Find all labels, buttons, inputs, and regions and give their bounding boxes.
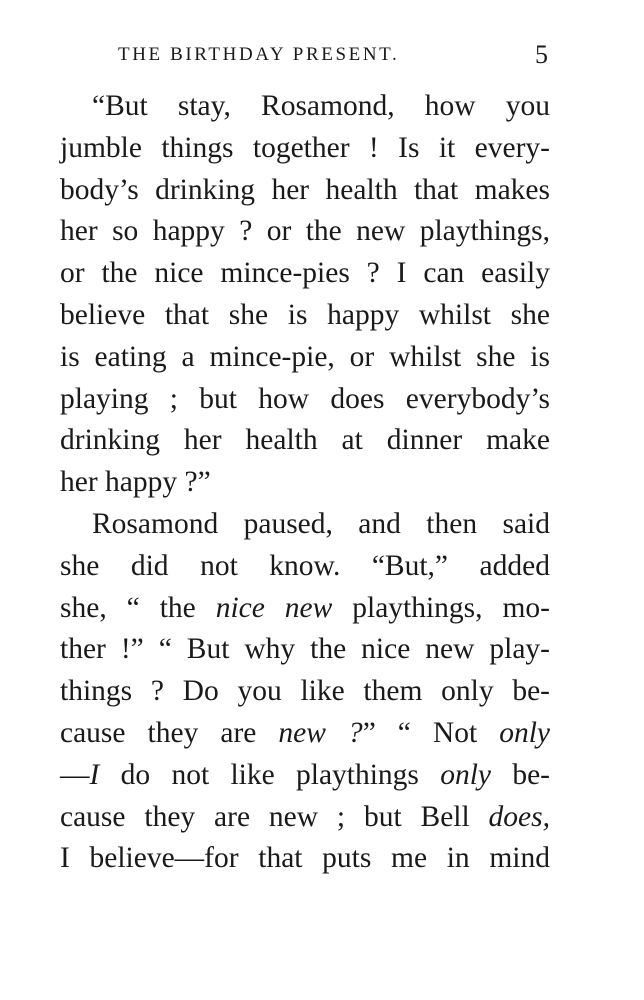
- italic-text: does,: [488, 800, 550, 833]
- text-line: [60, 671, 550, 713]
- page-header: [118, 40, 548, 74]
- text-run: ther !” “ But why the nice new play-: [60, 633, 550, 666]
- text-run: playing ; but how does everybody’s: [60, 382, 550, 415]
- text-run: jumble things together ! Is it every-: [60, 131, 550, 164]
- text-line: [60, 420, 550, 462]
- text-run: Rosamond paused, and then said: [92, 507, 550, 540]
- running-title: THE BIRTHDAY PRESENT.: [118, 44, 400, 65]
- text-run: do not like playthings: [99, 758, 441, 791]
- text-run: she did not know. “But,” added: [60, 549, 550, 582]
- text-line: [60, 629, 550, 671]
- text-run: “But stay, Rosamond, how you: [92, 90, 550, 122]
- text-run: her happy ?”: [60, 466, 211, 499]
- text-run: drinking her health at dinner make: [60, 424, 550, 457]
- text-line: [60, 797, 550, 839]
- text-run: cause they are: [60, 716, 279, 749]
- text-run: be-: [491, 758, 551, 791]
- italic-text: new ?: [278, 716, 363, 749]
- text-line: [60, 379, 550, 421]
- text-line: [60, 504, 550, 546]
- text-line: [60, 755, 550, 797]
- text-run: —: [60, 758, 90, 791]
- italic-text: nice new: [215, 591, 333, 624]
- text-line: [60, 713, 550, 755]
- text-line: [60, 546, 550, 588]
- text-run: is eating a mince-pie, or whilst she is: [60, 340, 550, 373]
- text-run: her so happy ? or the new playthings,: [60, 215, 550, 248]
- text-run: I believe—for that puts me in mind: [60, 842, 550, 875]
- italic-text: only: [499, 716, 550, 749]
- text-line: [60, 86, 550, 128]
- text-run: playthings, mo-: [332, 591, 550, 624]
- text-line: [60, 337, 550, 379]
- body-text: [60, 86, 550, 880]
- text-line: [60, 253, 550, 295]
- text-line: [60, 838, 550, 880]
- text-line: [60, 211, 550, 253]
- text-line: [60, 588, 550, 630]
- text-run: cause they are new ; but Bell: [60, 800, 489, 833]
- text-line: [60, 128, 550, 170]
- text-run: ” “ Not: [362, 716, 500, 749]
- text-run: body’s drinking her health that makes: [60, 173, 550, 206]
- page-number: 5: [535, 40, 548, 69]
- text-line: [60, 170, 550, 212]
- text-run: things ? Do you like them only be-: [60, 675, 550, 708]
- text-run: or the nice mince-pies ? I can easily: [60, 257, 550, 290]
- italic-text: only: [440, 758, 492, 791]
- text-line: [60, 462, 550, 504]
- text-run: she, “ the: [60, 591, 216, 624]
- italic-text: I: [89, 758, 100, 791]
- text-run: believe that she is happy whilst she: [60, 298, 550, 331]
- text-line: [60, 295, 550, 337]
